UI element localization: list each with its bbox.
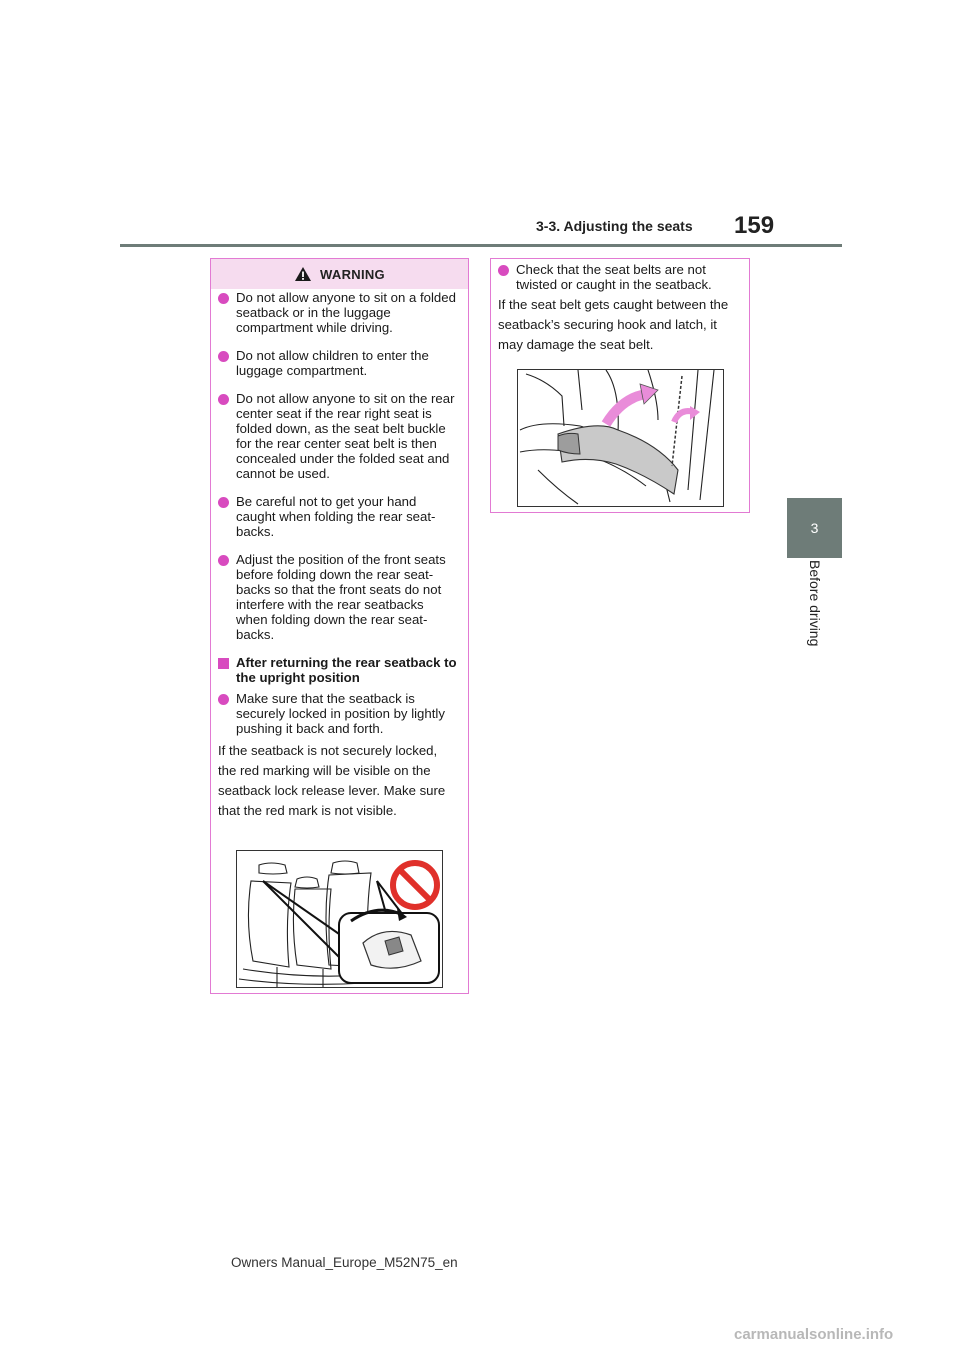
caution-paragraph: If the seat belt gets caught between the seatback’s securing hook and latch, it may damage the seat belt. (498, 297, 729, 352)
warning-subheading (218, 655, 458, 685)
warning-item-text: Do not allow anyone to sit on the rear center seat if the rear right seat is folded down, as the seat belt buckle for the rear center seat belt is then concealed under the folded seat and cannot be used. (236, 391, 455, 481)
bullet-icon (218, 394, 229, 405)
bullet-icon (218, 293, 229, 304)
warning-item (218, 691, 458, 736)
warning-item-text: Make sure that the seatback is securely locked in position by lightly pushing it back and forth. (236, 691, 445, 736)
bullet-icon (218, 694, 229, 705)
chapter-number: 3 (810, 520, 819, 536)
section-title: 3-3. Adjusting the seats (536, 218, 693, 234)
warning-item (218, 552, 458, 642)
warning-item (218, 348, 458, 378)
seatback-lock-drawing (237, 851, 442, 987)
warning-heading: WARNING (320, 266, 385, 282)
bullet-icon (218, 497, 229, 508)
bullet-icon (498, 265, 509, 276)
watermark: carmanualsonline.info (734, 1326, 894, 1343)
seat-belt-drawing (518, 370, 723, 506)
header-rule (120, 244, 842, 247)
caution-item-text: Check that the seat belts are not twisted or caught in the seatback. (516, 262, 712, 292)
warning-paragraph: If the seatback is not securely locked, the red marking will be visible on the seatback lock release lever. Make sure that the red mark is not visible. (218, 743, 446, 818)
document-id: Owners Manual_Europe_M52N75_en (231, 1255, 458, 1270)
seat-belt-illustration (517, 369, 724, 507)
warning-content (214, 290, 464, 821)
warning-item-text: Do not allow anyone to sit on a folded seatback or in the luggage compartment while driving. (236, 290, 456, 335)
warning-item-text: Adjust the position of the front seats before folding down the rear seat-backs so that the front seats do not interfere with the rear seatbacks when folding down the rear seat-backs. (236, 552, 446, 642)
chapter-tab (787, 498, 842, 558)
warning-item (218, 290, 458, 335)
square-bullet-icon (218, 658, 229, 669)
warning-item (218, 391, 458, 481)
warning-header (211, 259, 468, 289)
bullet-icon (218, 351, 229, 362)
warning-item-text: Do not allow children to enter the luggage compartment. (236, 348, 429, 378)
warning-triangle-icon (294, 266, 312, 282)
caution-item (498, 262, 738, 292)
chapter-label: Before driving (807, 560, 823, 647)
warning-item (218, 494, 458, 539)
bullet-icon (218, 555, 229, 566)
page-number: 159 (734, 212, 775, 239)
chapter-label-container (787, 560, 842, 670)
warning-subheading-text: After returning the rear seatback to the upright position (236, 655, 457, 685)
seatback-lock-illustration (236, 850, 443, 988)
warning-item-text: Be careful not to get your hand caught when folding the rear seat-backs. (236, 494, 436, 539)
caution-content (494, 262, 744, 355)
